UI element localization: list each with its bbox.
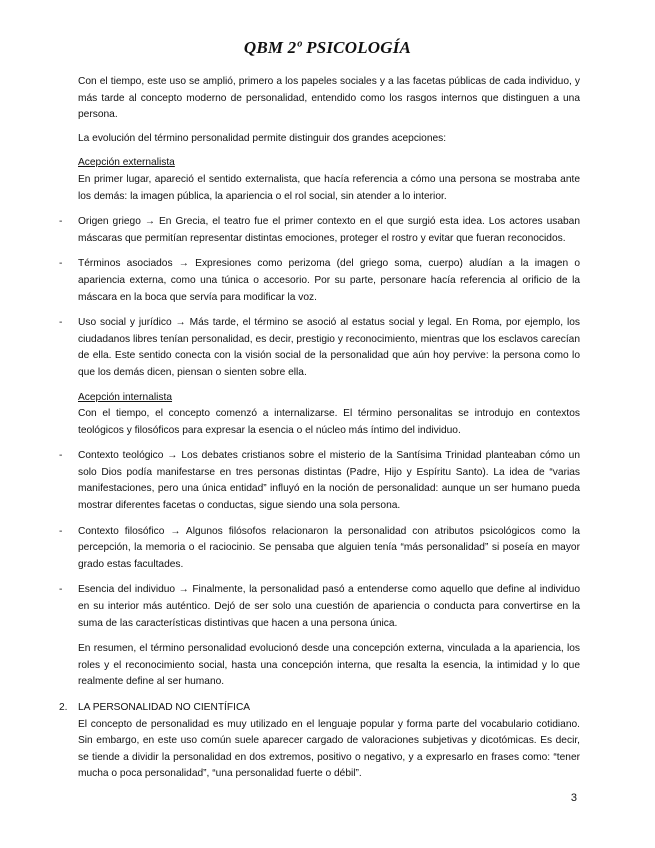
paragraph-externalista-intro: En primer lugar, apareció el sentido externalista, que hacía referencia a cómo una persona se mostraba ante los demás: la imagen pública, la apariencia o el rol social, sin atender a lo interior.	[78, 173, 580, 202]
bullet-text: Contexto teológico → Los debates cristianos sobre el misterio de la Santísima Trinidad planteaban cómo un solo Dios podía manifestarse en tres personas distintas (Padre, Hijo y Espíritu Santo). La idea de “varias manifestaciones, pero una única entidad” influyó en la noción de personalidad: aunque un ser humano pueda mostrar diferentes facetas o conductas, sigue siendo una sola persona.	[78, 450, 580, 512]
bullet-dash: -	[59, 216, 63, 228]
section-heading	[59, 700, 580, 717]
list-item	[59, 524, 580, 574]
bullet-dash: -	[59, 450, 63, 462]
page-content	[59, 74, 580, 783]
section-title: LA PERSONALIDAD NO CIENTÍFICA	[78, 702, 251, 713]
list-item	[59, 256, 580, 306]
section-number: 2.	[59, 702, 68, 713]
bullet-dash: -	[59, 584, 63, 596]
paragraph-acepciones: La evolución del término personalidad permite distinguir dos grandes acepciones:	[78, 132, 447, 144]
paragraph-intro: Con el tiempo, este uso se amplió, primero a los papeles sociales y a las facetas públicas de cada individuo, y más tarde al concepto moderno de personalidad, entendido como los rasgos internos que distinguen a una persona.	[78, 76, 580, 121]
list-item	[59, 448, 580, 514]
page-number: 3	[570, 792, 577, 804]
bullet-text: Términos asociados → Expresiones como perizoma (del griego soma, cuerpo) aludían a la imagen o apariencia externa, como una túnica o accesorio. Por su parte, personare hacía referencia al orificio de la máscara en la boca que servía para modificar la voz.	[78, 258, 580, 303]
bullet-text: Uso social y jurídico → Más tarde, el término se asoció al estatus social y legal. En Roma, por ejemplo, los ciudadanos libres tenían personalidad, es decir, prestigio y reconocimiento, mientras que los esclavos carecían de ella. Este sentido conecta con la visión social de la personalidad que aún hoy pervive: la persona como lo que los demás dicen, piensan o sienten sobre ella.	[78, 317, 580, 378]
list-item	[59, 582, 580, 632]
page-header-title: QBM 2º PSICOLOGÍA	[243, 38, 412, 57]
bullet-dash: -	[59, 258, 63, 270]
paragraph-summary: En resumen, el término personalidad evolucionó desde una concepción externa, vinculada a la apariencia, los roles y el reconocimiento social, hasta una concepción interna, que resalta la esencia, la intimidad y lo que realmente define al ser humano.	[78, 643, 580, 688]
heading-internalista: Acepción internalista	[78, 391, 173, 403]
bullet-dash: -	[59, 525, 63, 537]
paragraph-section2: El concepto de personalidad es muy utilizado en el lenguaje popular y forma parte del vocabulario cotidiano. Sin embargo, en este uso común suele aparecer cargado de valoraciones subjetivas y dicotómicas. Es decir, se tiende a dividir la personalidad en dos extremos, positivo o negativo, y a expresarlo en frases como: “tener mucha o poca personalidad”, “una personalidad fuerte o débil”.	[78, 718, 580, 780]
heading-externalista: Acepción externalista	[78, 157, 175, 169]
bullet-text: Contexto filosófico → Algunos filósofos relacionaron la personalidad con atributos psicológicos como la percepción, la memoria o el raciocinio. Se pensaba que alguien tenía “más personalidad” si poseía en mayor grado estas facultades.	[78, 525, 580, 570]
list-item	[59, 214, 580, 247]
bullet-text: Esencia del individuo → Finalmente, la personalidad pasó a entenderse como aquello que define al individuo en su interior más auténtico. Dejó de ser solo una cuestión de apariencia o conducta para convertirse en la suma de las características distintivas que hacen a una persona única.	[78, 584, 580, 629]
bullet-dash: -	[59, 317, 63, 329]
paragraph-internalista-intro: Con el tiempo, el concepto comenzó a internalizarse. El término personalitas se introdujo en contextos teológicos y filosóficos para expresar la esencia o el núcleo más íntimo del individuo.	[78, 408, 580, 436]
list-item	[59, 315, 580, 381]
bullet-text: Origen griego → En Grecia, el teatro fue el primer contexto en el que surgió esta idea. Los actores usaban máscaras que permitían representar distintas emociones, proteger el rostro y evitar que fueran reconocidos.	[78, 216, 580, 244]
